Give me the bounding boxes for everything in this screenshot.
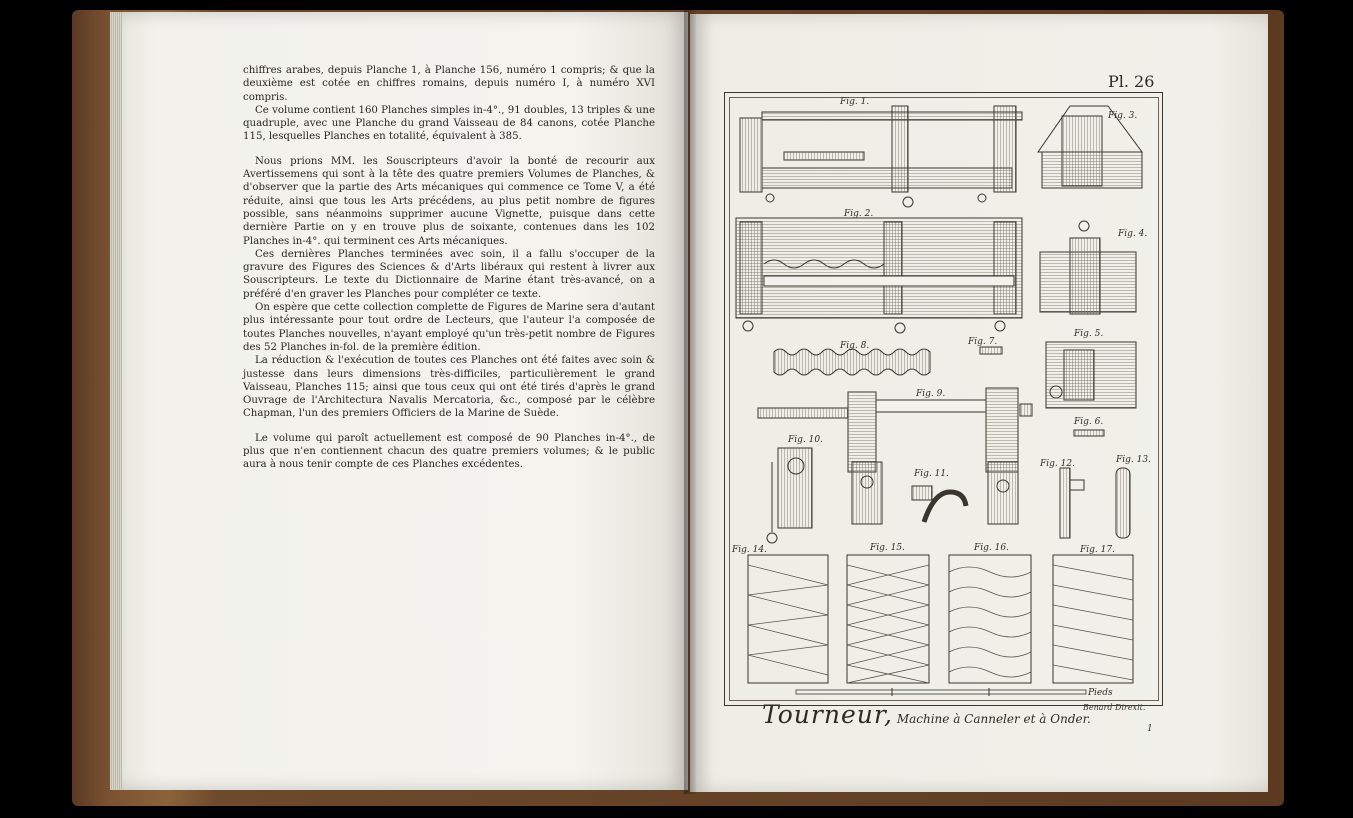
caption-subtitle: Machine à Canneler et à Onder.: [893, 712, 1091, 726]
fig-label-8: Fig. 8.: [840, 341, 870, 351]
fig-label-1: Fig. 1.: [840, 97, 870, 107]
fig-label-6: Fig. 6.: [1074, 417, 1104, 427]
engraver-credit: Benard Direxit.: [1083, 703, 1146, 712]
fig-label-3: Fig. 3.: [1108, 111, 1138, 121]
figure-12-detail: [1060, 430, 1104, 538]
figure-15-pattern: [847, 555, 929, 683]
fig-label-16: Fig. 16.: [974, 543, 1009, 553]
left-page-text: [243, 64, 655, 472]
figure-7-detail: [980, 347, 1002, 354]
fig-label-2: Fig. 2.: [844, 209, 874, 219]
caption-title: Tourneur,: [762, 700, 893, 729]
figure-14-pattern: [748, 555, 828, 683]
paragraph-7: Le volume qui paroît actuellement est composé de 90 Planches in-4°., de plus que n'en contiennent chacun des quatre premiers volumes; & le public aura à nous tenir compte de ces Planches excédentes.: [243, 432, 655, 471]
paragraph-1: chiffres arabes, depuis Planche 1, à Planche 156, numéro 1 compris; & que la deuxième est cotée en chiffres romains, depuis numéro I, à numéro XVI compris.: [243, 65, 655, 103]
fig-label-17: Fig. 17.: [1080, 545, 1115, 555]
fig-label-4: Fig. 4.: [1118, 229, 1148, 239]
scale-label: Pieds: [1088, 688, 1113, 698]
figure-2-machine: [736, 218, 1022, 333]
figure-6-detail: [1046, 342, 1136, 408]
figure-13-detail: [1116, 468, 1130, 538]
fig-label-11: Fig. 11.: [914, 469, 949, 479]
paragraph-2: Ce volume contient 160 Planches simples in-4°., 91 doubles, 13 triples & une quadruple, avec une Planche du grand Vaisseau de 84 canons, cotée Planche 115, lesquelles Planches en totalité, équivalent à 385.: [243, 104, 655, 143]
fig-label-9: Fig. 9.: [916, 389, 946, 399]
scale-bar: [796, 688, 1113, 698]
figure-1-machine: [740, 106, 1022, 207]
paragraph-4: Ces dernières Planches terminées avec soin, il a fallu s'occuper de la gravure des Figures des Sciences & d'Arts libéraux qui restent à livrer aux Souscripteurs. Le texte du Dictionnaire de Marine étant très-avancé, on a préféré d'en graver les Planches pour compléter ce texte.: [243, 248, 655, 300]
paragraph-5: On espère que cette collection complette de Figures de Marine sera d'autant plus intéressante pour tout ordre de Lecteurs, que l'auteur l'a composée de toutes Planches nouvelles, n'ayant employé qu'un très-petit nombre de Figures des 52 Planches in-fol. de la première édition.: [243, 302, 655, 353]
fig-label-14: Fig. 14.: [732, 545, 767, 555]
fig-label-13: Fig. 13.: [1116, 455, 1151, 465]
plate-number: Pl. 26: [1108, 72, 1155, 91]
paragraph-6: La réduction & l'exécution de toutes ces Planches ont été faites avec soin & justesse dans leurs dimensions très-difficiles, particulièrement le grand Vaisseau, Planches 115; ainsi que tous ceux qui ont été tirés d'après le grand Ouvrage de l'Architectura Navalis Mercatoria, &c., composé par le célèbre Chapman, l'un des premiers Officiers de la Marine de Suède.: [243, 355, 655, 420]
book-gutter: [684, 10, 696, 794]
page-number: 1: [1147, 724, 1153, 734]
figure-16-pattern: [949, 555, 1031, 683]
fig-label-10: Fig. 10.: [788, 435, 823, 445]
fig-label-5: Fig. 5.: [1074, 329, 1104, 339]
figure-10-detail: [767, 448, 812, 543]
engraving-plate: [724, 92, 1161, 704]
figure-8-fluted-piece: [774, 349, 930, 375]
figure-17-pattern: [1053, 555, 1133, 683]
figure-11-hook: [912, 486, 966, 522]
paragraph-3: Nous prions MM. les Souscripteurs d'avoir la bonté de recourir aux Avertissemens qui sont à la tête des quatre premiers Volumes de Planches, & d'observer que la partie des Arts mécaniques qui commence ce Tome V, a été réduite, ainsi que tous les Arts précédens, au plus petit nombre de figures possible, sans néanmoins supprimer aucune Vignette, puisque dans cette dernière Partie on y en trouve plus de soixante, contenues dans les 102 Planches in-4°. qui terminent ces Arts mécaniques.: [243, 155, 655, 247]
fig-label-12: Fig. 12.: [1040, 459, 1075, 469]
fig-label-7: Fig. 7.: [968, 337, 998, 347]
fig-label-15: Fig. 15.: [870, 543, 905, 553]
plate-caption: [762, 700, 1091, 729]
